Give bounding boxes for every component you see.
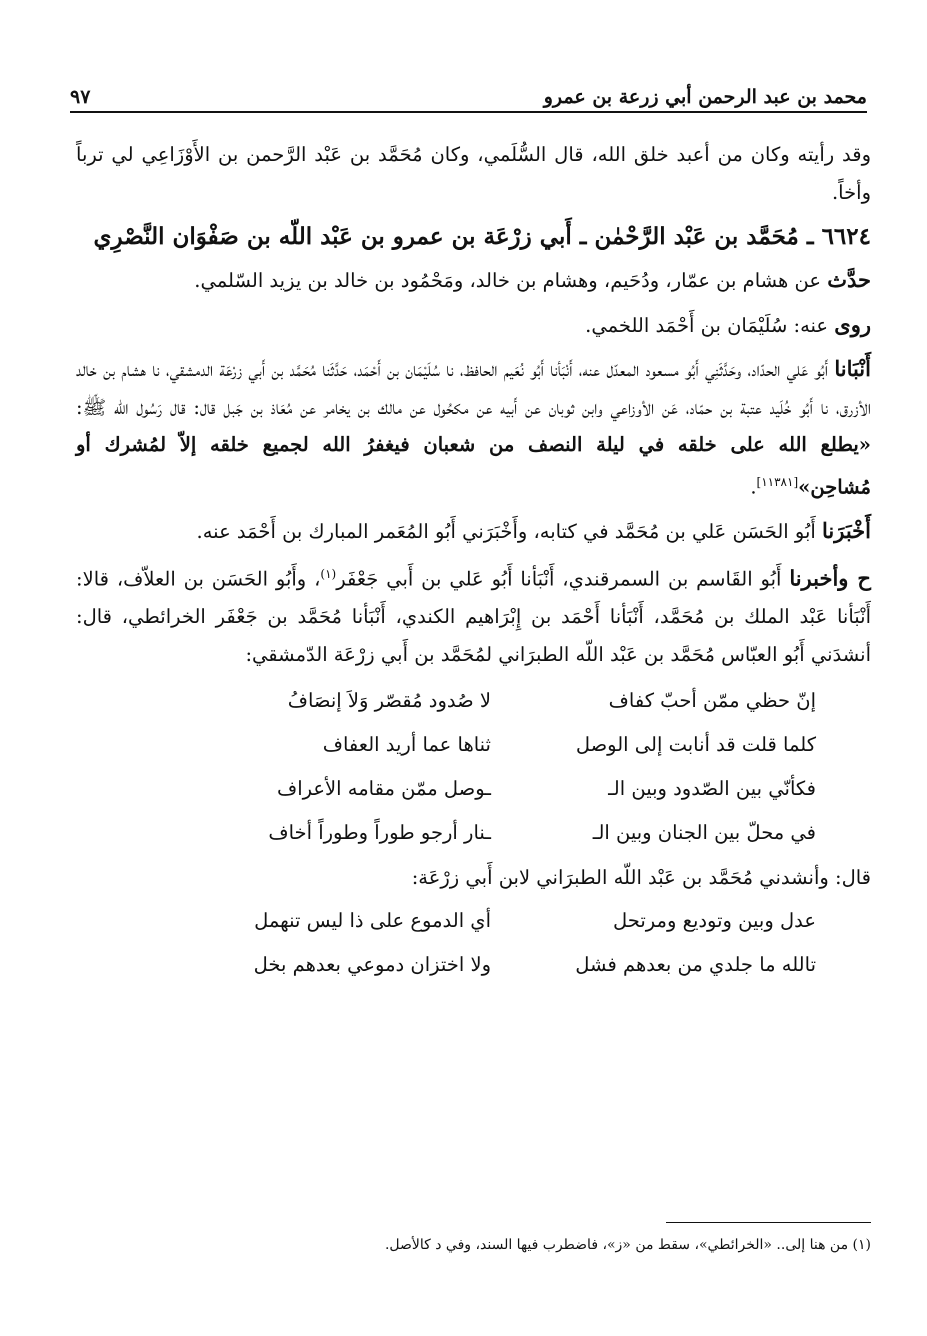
hemistich-left: لا صُدود مُقصّر وَلاَ إنصَافُ [287, 689, 491, 713]
paragraph-4 [76, 350, 871, 506]
paragraph-1: وقد رأيته وكان من أعبد خلق الله، قال السُّلَمي، وكان مُحَمَّد بن عَبْد الرَّحمن بن الأَوْزَاعِي لي ترباً وأخاً. [76, 143, 871, 204]
footnote-marker: (١) [320, 567, 337, 581]
hadith-text: «يطلع الله على خلقه في ليلة النصف من شعبان فيغفرُ الله لجميع خلقه إلاّ لمُشرك أو مُشاحِن» [76, 433, 871, 498]
keyword: ح وأخبرنا [789, 565, 871, 591]
entry-title: ٦٦٢٤ ـ مُحَمَّد بن عَبْد الرَّحْمٰن ـ أَبي زرْعَة بن عمرو بن عَبْد اللّه بن صَفْوَان النَّصْرِي [93, 223, 871, 250]
footnote-rule [666, 1222, 871, 1223]
paragraph-5 [76, 512, 871, 551]
hemistich-right: في محلّ بين الجنان وبين الـ [592, 821, 816, 845]
hemistich-right: عدل وبين وتوديع ومرتحل [612, 908, 816, 932]
keyword: روى [834, 311, 871, 337]
verse [76, 811, 871, 855]
paragraph-text: عنه: سُلَيْمَان بن أَحْمَد اللخمي. [585, 313, 835, 337]
poem-1 [76, 679, 871, 855]
paragraph-text: عن هشام بن عمّار، ودُحَيم، وهشام بن خالد، ومَحْمُود بن خالد بن يزيد السّلمي. [194, 269, 828, 292]
verse [76, 899, 871, 943]
hemistich-left: أي الدموع على ذا ليس تنهمل [254, 908, 491, 932]
paragraph-text: أَبُو القَاسم بن السمرقندي، أَنْبَأنا أَبُو عَلي بن أَبي جَعْفَر [336, 567, 790, 591]
hadith-reference: [١١٣٨١] [756, 474, 799, 489]
hemistich-left: ـنار أرجو طوراً وطوراً أخاف [268, 821, 491, 845]
hemistich-right: فكأنّي بين الصّدود وبين الـ [608, 777, 816, 801]
verse [76, 943, 871, 987]
hemistich-left: ثناها عما أريد العفاف [322, 733, 491, 757]
footnote: (١) من هنا إلى.. «الخرائطي»، سقط من «ز»، فاضطرب فيها السند، وفي د كالأصل. [384, 1237, 871, 1253]
hemistich-left: ـوصل ممّن مقامه الأعراف [277, 777, 491, 801]
hemistich-right: تالله ما جلدي من بعدهم فشل [575, 952, 816, 976]
paragraph-text: أَبُو عَلي الحدّاد، وحَدَّثَنِي أَبُو مسعود المعدّل عنه، أَنْبَأنا أَبُو نُعَيم الحافظ، نا سُلَيْمَان بن أَحْمَد، حَدَّثَنا مُحَمَّد بن أَبي زرْعَة الدمشقي، نا هشام بن خالد الأزرق، نا أَبُو خُلَيد عتبة بن حمّاد، عَن الأوزاعي وابن ثوبان عن أَبيه عن مكحُول عن مالك بن يخامر عن مُعَاذ بن جَبل قال: قال رَسُول الله ﷺ: [76, 358, 871, 419]
verse [76, 767, 871, 811]
keyword: أَخْبَرَنا [822, 517, 871, 543]
page-header [70, 72, 867, 108]
paragraph-6 [76, 556, 871, 673]
running-title: محمد بن عبد الرحمن أبي زرعة بن عمرو [543, 86, 867, 108]
page-number: ٩٧ [70, 86, 91, 108]
paragraph-2 [76, 261, 871, 300]
paragraph-3 [76, 306, 871, 345]
paragraph-text: أَبُو الحَسَن عَلي بن مُحَمَّد في كتابه، وأَخْبَرَني أَبُو المُعَمر المبارك بن أَحْمَد عنه. [196, 519, 823, 543]
verse [76, 679, 871, 723]
page-body [76, 136, 871, 991]
hemistich-right: كلما قلت قد أنابت إلى الوصل [575, 733, 816, 757]
paragraph-end: . [750, 475, 757, 498]
poem-2-intro: قال: وأنشدني مُحَمَّد بن عَبْد اللّه الطبرَاني لابن أَبي زرْعَة: [411, 866, 871, 889]
paragraph-text: ، وأَبُو الحَسَن بن العلاّف، قالا: أَنْبَأنا عَبْد الملك بن مُحَمَّد، أَنْبَأنا أَحْمَد بن إِبْرَاهيم الكندي، أَنْبَأنا مُحَمَّد بن جَعْفَر الخرائطي، قال: أنشدَني أَبُو العبّاس مُحَمَّد بن عَبْد اللّه الطبرَاني لمُحَمَّد بن أَبي زرْعَة الدّمشقي: [76, 567, 871, 666]
header-rule [70, 111, 867, 113]
verse [76, 723, 871, 767]
hemistich-left: ولا اختزان دموعي بعدهم بخل [253, 952, 491, 976]
keyword: حدَّث [827, 267, 871, 292]
hemistich-right: إنّ حظي ممّن أحبّ كفاف [608, 689, 816, 713]
poem-2 [76, 899, 871, 987]
keyword: أَنْبَانا [834, 356, 871, 381]
